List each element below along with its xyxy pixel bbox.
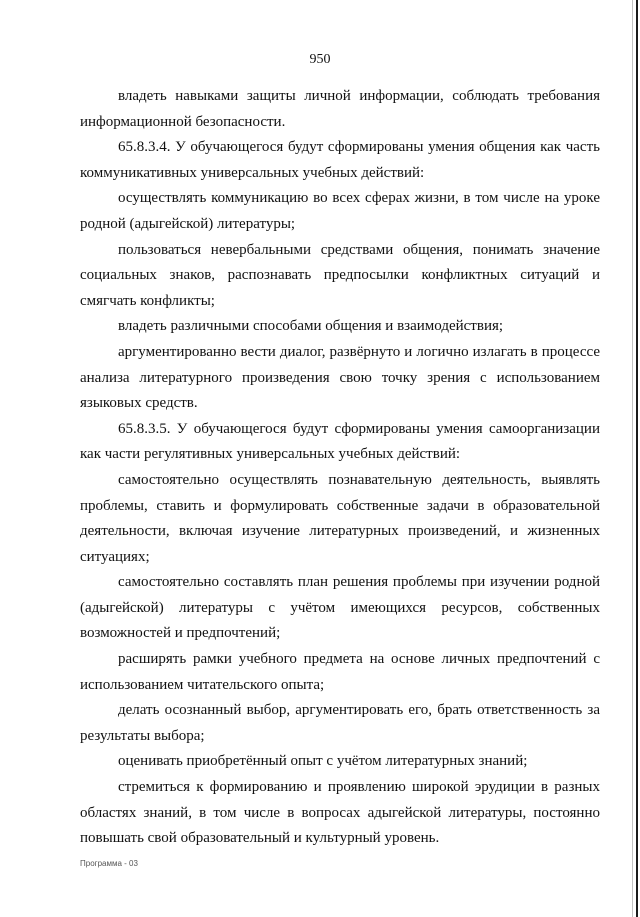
paragraph: 65.8.3.4. У обучающегося будут сформированы умения общения как часть коммуникативных универсальных учебных действий:: [80, 139, 600, 181]
paragraph: оценивать приобретённый опыт с учётом литературных знаний;: [118, 753, 528, 770]
paragraph: делать осознанный выбор, аргументировать его, брать ответственность за результаты выбора;: [80, 702, 600, 744]
paragraph: самостоятельно осуществлять познавательную деятельность, выявлять проблемы, ставить и формулировать собственные задачи в образовательной деятельности, включая изучение литературных произведений, и жизненных ситуациях;: [80, 471, 600, 565]
paragraph: расширять рамки учебного предмета на основе личных предпочтений с использованием читательского опыта;: [80, 651, 600, 693]
scan-edge-line: [636, 0, 638, 917]
body-text: [80, 84, 600, 852]
page-number: 950: [309, 52, 331, 67]
paragraph: пользоваться невербальными средствами общения, понимать значение социальных знаков, распознавать предпосылки конфликтных ситуаций и смягчать конфликты;: [80, 241, 600, 309]
footer-note: Программа - 03: [80, 859, 138, 868]
paragraph: владеть различными способами общения и взаимодействия;: [118, 318, 504, 335]
paragraph: осуществлять коммуникацию во всех сферах жизни, в том числе на уроке родной (адыгейской) литературы;: [80, 190, 600, 232]
paragraph: стремиться к формированию и проявлению широкой эрудиции в разных областях знаний, в том числе в вопросах адыгейской литературы, постоянно повышать свой образовательный и культурный уровень.: [80, 779, 600, 847]
paragraph: самостоятельно составлять план решения проблемы при изучении родной (адыгейской) литературы с учётом имеющихся ресурсов, собственных возможностей и предпочтений;: [80, 574, 600, 642]
scan-edge-shadow: [632, 0, 633, 917]
paragraph: 65.8.3.5. У обучающегося будут сформированы умения самоорганизации как части регулятивных универсальных учебных действий:: [80, 420, 600, 463]
paragraph: владеть навыками защиты личной информации, соблюдать требования информационной безопасности.: [80, 88, 600, 130]
paragraph: аргументированно вести диалог, развёрнуто и логично излагать в процессе анализа литературного произведения свою точку зрения с использованием языковых средств.: [80, 343, 600, 412]
